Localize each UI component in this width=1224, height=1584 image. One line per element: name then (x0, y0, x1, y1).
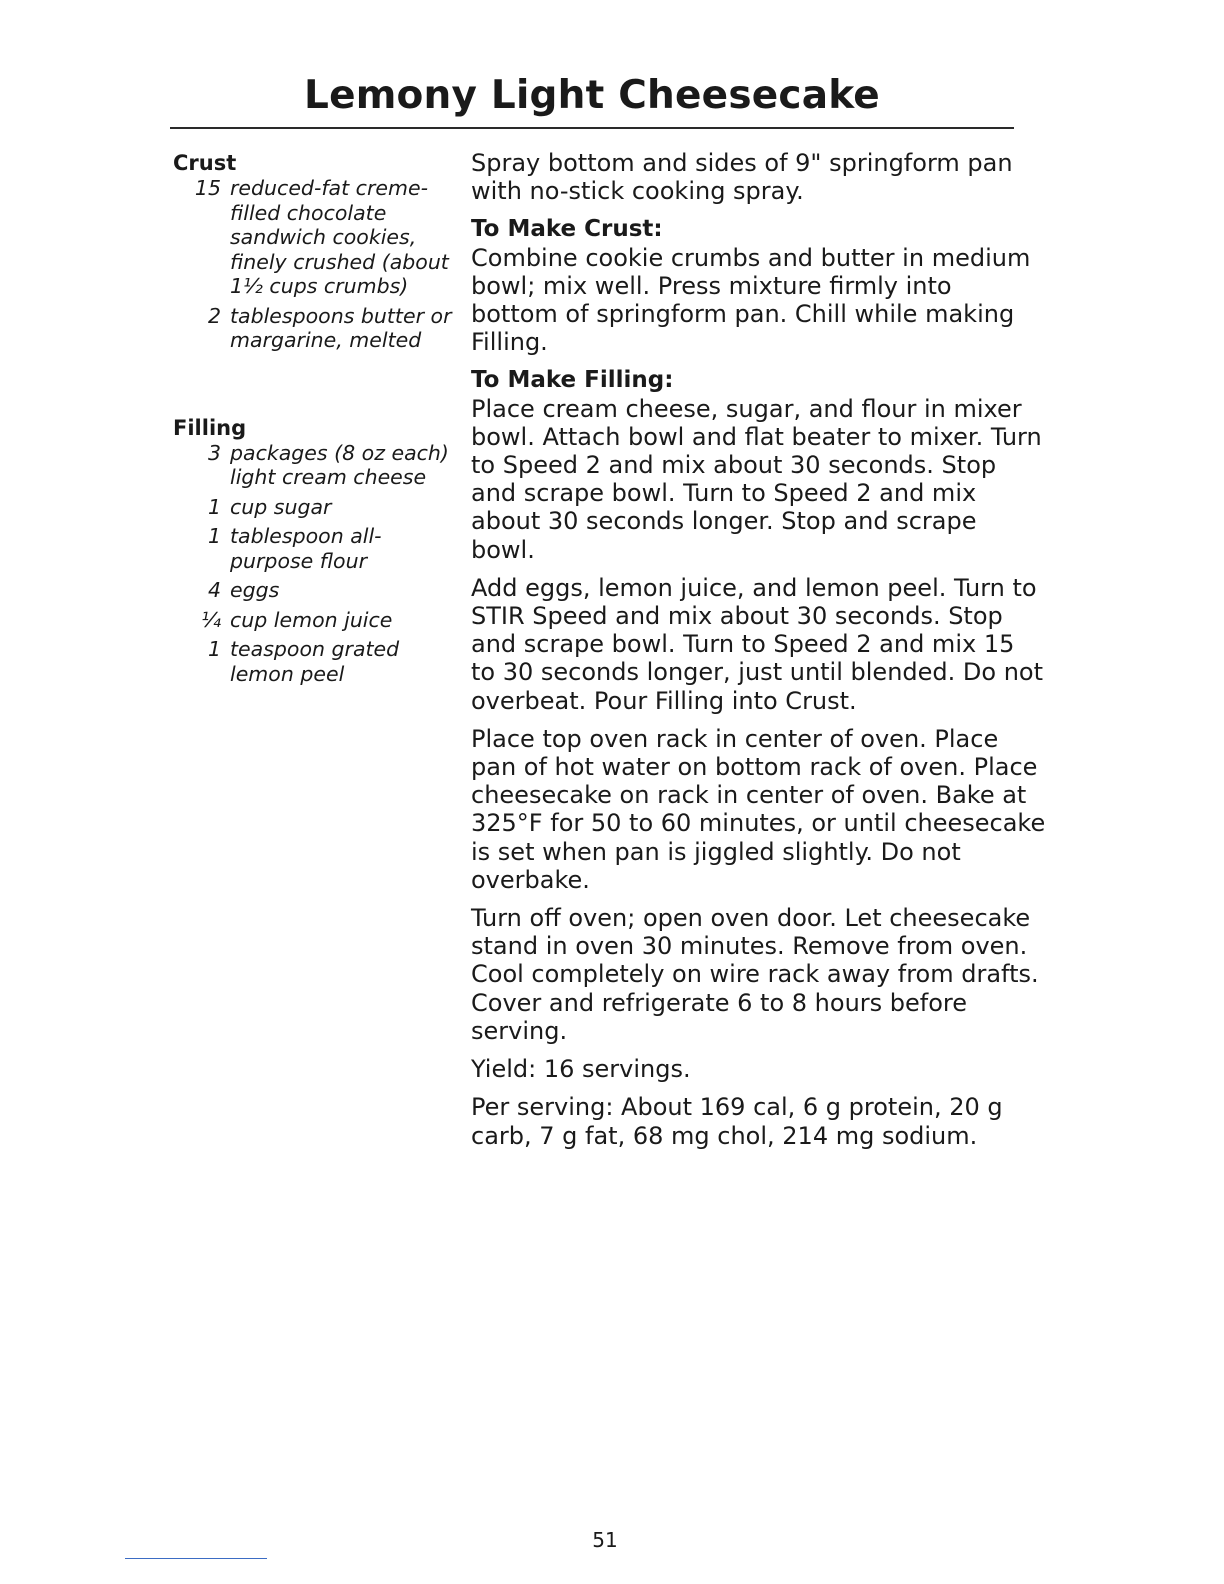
ingredient-desc: teaspoon grated lemon peel (230, 637, 400, 686)
cool-paragraph: Turn off oven; open oven door. Let cheesecake stand in oven 30 minutes. Remove from oven. Cool completely on wire rack away from drafts. Cover and refrigerate 6 to 8 hours before serving. (471, 904, 1039, 1045)
filling-step-heading: To Make Filling: (471, 367, 674, 394)
ingredient-item (173, 578, 453, 603)
crust-step-heading: To Make Crust: (471, 216, 663, 243)
ingredient-item (173, 304, 453, 353)
bake-paragraph: Place top oven rack in center of oven. Place pan of hot water on bottom rack of oven. Place cheesecake on rack in center of oven. Bake at 325°F for 50 to 60 minutes, or until cheesecake is set when pan is jiggled slightly. Do not overbake. (471, 724, 1046, 894)
ingredient-qty: 4 (207, 578, 221, 602)
ingredient-qty: 1 (207, 637, 221, 661)
ingredient-qty: 3 (207, 440, 221, 465)
crust-step-paragraph: Combine cookie crumbs and butter in medium bowl; mix well. Press mixture firmly into bottom of springform pan. Chill while making Filling. (471, 243, 1031, 357)
ingredient-qty: 2 (207, 303, 221, 328)
ingredient-desc: packages (8 oz each) light cream cheese (230, 440, 449, 489)
ingredient-item (173, 637, 453, 686)
ingredient-item (173, 608, 453, 633)
ingredient-qty: 1 (207, 524, 221, 548)
filling-step-paragraph: Place cream cheese, sugar, and flour in mixer bowl. Attach bowl and flat beater to mixer. Turn to Speed 2 and mix about 30 seconds. Stop and scrape bowl. Turn to Speed 2 and mix about 30 seconds longer. Stop and scrape bowl. (471, 394, 1042, 564)
ingredient-desc: tablespoon all-purpose flour (230, 524, 382, 573)
directions-column (471, 149, 1046, 1160)
ingredient-item (173, 524, 453, 573)
filling-step-paragraph: Add eggs, lemon juice, and lemon peel. Turn to STIR Speed and mix about 30 seconds. Stop and scrape bowl. Turn to Speed 2 and mix 15 to 30 seconds longer, just until blended. Do not overbeat. Pour Filling into Crust. (471, 573, 1043, 715)
ingredient-item (173, 495, 453, 520)
ingredients-column (173, 150, 453, 691)
intro-paragraph: Spray bottom and sides of 9" springform pan with no-stick cooking spray. (471, 149, 1013, 206)
ingredient-qty: 15 (194, 176, 221, 200)
crust-heading: Crust (173, 151, 237, 175)
page-number: 51 (592, 1528, 618, 1552)
footer-rule (125, 1558, 267, 1559)
ingredient-qty: ¼ (201, 607, 221, 632)
yield-text: Yield: 16 servings. (471, 1055, 691, 1084)
ingredient-item (173, 441, 453, 490)
ingredient-desc: cup lemon juice (230, 607, 393, 632)
ingredient-qty: 1 (207, 494, 221, 519)
nutrition-text: Per serving: About 169 cal, 6 g protein, 20 g carb, 7 g fat, 68 mg chol, 214 mg sodium. (471, 1093, 1003, 1150)
title-divider (170, 127, 1014, 129)
ingredient-desc: eggs (230, 578, 280, 602)
filling-heading: Filling (173, 415, 247, 440)
ingredient-desc: reduced-fat creme-filled chocolate sandwich cookies, finely crushed (about 1½ cups crumbs) (230, 176, 449, 298)
ingredient-desc: tablespoons butter or margarine, melted (230, 303, 452, 352)
ingredient-item (173, 176, 453, 299)
ingredient-desc: cup sugar (230, 494, 332, 519)
page-title: Lemony Light Cheesecake (304, 73, 880, 118)
